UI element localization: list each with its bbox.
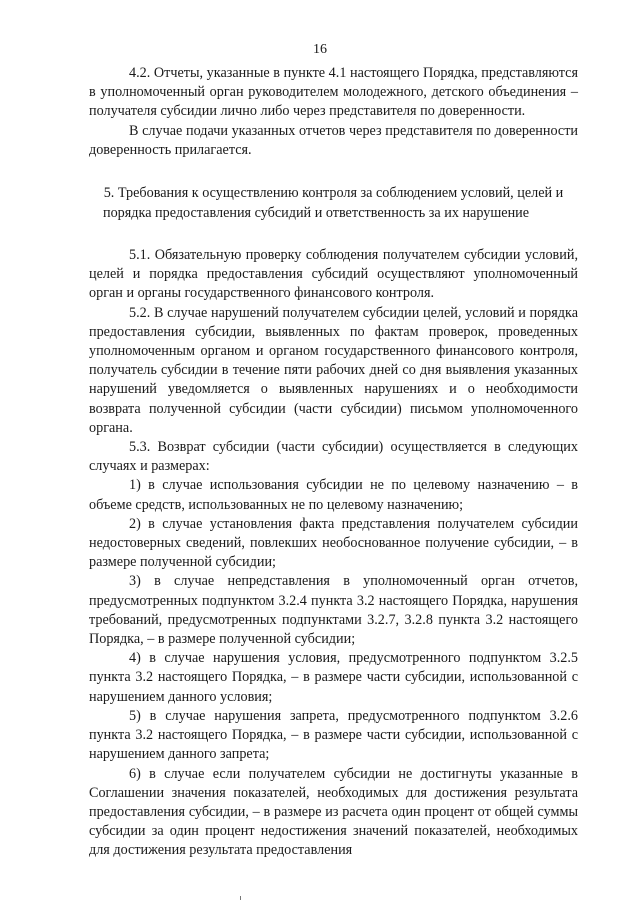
list-item-1: 1) в случае использования субсидии не по целевому назначению – в объеме средств, использованных не по целевому назначению;: [89, 477, 578, 513]
list-item-6: 6) в случае если получателем субсидии не достигнуты указанные в Соглашении значения показателей, необходимых для достижения результата предоставления субсидии, – в размере из расчета один процент от общей суммы субсидии за один процент недостижения значений показателей, необходимых для достижения результата предоставления: [89, 765, 578, 859]
section-5-heading: 5. Требования к осуществлению контроля за соблюдением условий, целей и порядка предоставления субсидий и ответственность за их нарушение: [103, 185, 564, 222]
paragraph-5-2: 5.2. В случае нарушений получателем субсидии целей, условий и порядка предоставления субсидии, выявленных по фактам проверок, проведенных уполномоченным органом и органом государственного финансового контроля, получатель субсидии в течение пяти рабочих дней со дня выявления указанных нарушений уведомляется о выявленных нарушениях и о необходимости возврата полученной субсидии (части субсидии) письмом уполномоченного органа.: [89, 304, 578, 436]
list-item-3: 3) в случае непредставления в уполномоченный орган отчетов, предусмотренных подпунктом 3.2.4 пункта 3.2 настоящего Порядка, нарушения требований, предусмотренных подпунктами 3.2.7, 3.2.8 пункта 3.2 настоящего Порядка, – в размере полученной субсидии;: [89, 573, 578, 648]
scan-mark: [240, 896, 241, 900]
list-item-2: 2) в случае установления факта представления получателем субсидии недостоверных сведений, повлекших необоснованное получение субсидии, – в размере полученной субсидии;: [89, 515, 578, 571]
paragraph-5-1: 5.1. Обязательную проверку соблюдения получателем субсидии условий, целей и порядка предоставления субсидий осуществляют уполномоченный орган и органы государственного финансового контроля.: [89, 247, 578, 302]
paragraph-4-2-power-of-attorney: В случае подачи указанных отчетов через представителя по доверенности доверенность прилагается.: [89, 122, 578, 158]
list-item-5: 5) в случае нарушения запрета, предусмотренного подпунктом 3.2.6 пункта 3.2 настоящего Порядка, – в размере части субсидии, использованной с нарушением данного запрета;: [89, 707, 578, 763]
document-body: [89, 64, 578, 861]
list-item-4: 4) в случае нарушения условия, предусмотренного подпунктом 3.2.5 пункта 3.2 настоящего Порядка, – в размере части субсидии, использованной с нарушением данного условия;: [89, 650, 578, 705]
paragraph-4-2: 4.2. Отчеты, указанные в пункте 4.1 настоящего Порядка, представляются в уполномоченный орган руководителем молодежного, детского объединения – получателя субсидии лично либо через представителя по доверенности.: [89, 65, 578, 120]
page-number: 16: [313, 42, 327, 57]
paragraph-5-3: 5.3. Возврат субсидии (части субсидии) осуществляется в следующих случаях и размерах:: [89, 439, 578, 475]
